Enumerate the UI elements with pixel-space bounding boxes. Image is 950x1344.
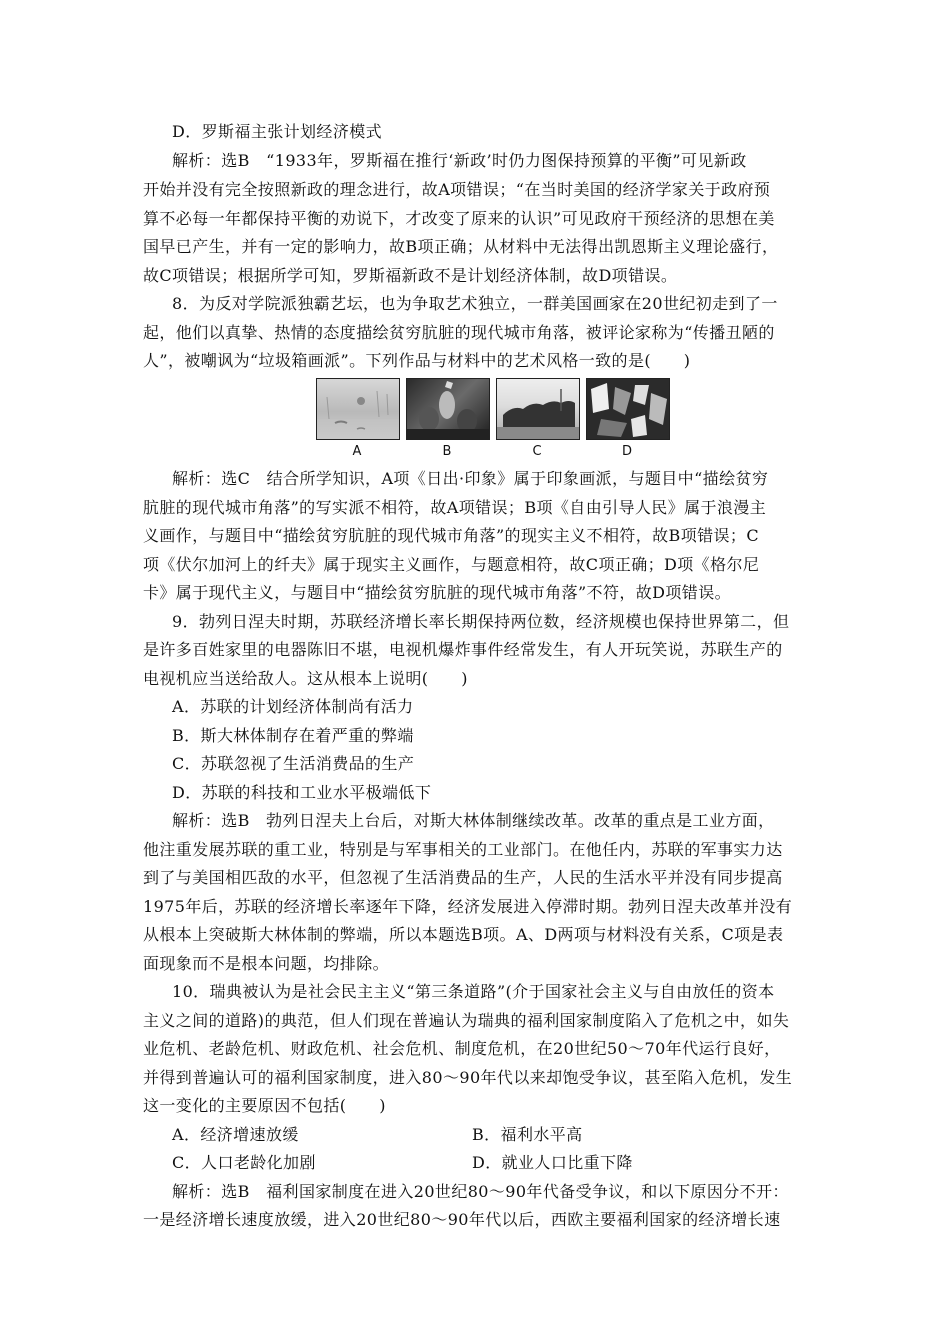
q9-analysis-line: 从根本上突破斯大林体制的弊端，所以本题选B项。A、D两项与材料没有关系，C项是表 <box>143 925 784 944</box>
q8-analysis-line: 义画作，与题目中“描绘贫穷肮脏的现代城市角落”的现实主义不相符，故B项错误；C <box>143 526 759 545</box>
q10-stem-line: 业危机、老龄危机、财政危机、社会危机、制度危机，在20世纪50～70年代运行良好， <box>143 1039 781 1058</box>
painting-c-image <box>496 378 580 440</box>
q7-option-d: D．罗斯福主张计划经济模式 <box>172 122 383 141</box>
painting-a-image <box>316 378 400 440</box>
painting-b-image <box>406 378 490 440</box>
q9-option-b: B．斯大林体制存在着严重的弊端 <box>172 726 414 745</box>
q10-option-c: C．人口老龄化加剧 <box>172 1153 316 1172</box>
q8-analysis-line: 解析：选C 结合所学知识，A项《日出·印象》属于印象画派，与题目中“描绘贫穷 <box>172 469 769 488</box>
q10-option-a: A．经济增速放缓 <box>172 1125 299 1144</box>
q10-stem-line: 这一变化的主要原因不包括( ) <box>143 1096 386 1115</box>
q8-stem-line: 起，他们以真挚、热情的态度描绘贫穷肮脏的现代城市角落，被评论家称为“传播丑陋的 <box>143 323 775 342</box>
q7-analysis-line: 算不必每一年都保持平衡的劝说下，才改变了原来的认识”可见政府干预经济的思想在美 <box>143 209 775 228</box>
q9-analysis-line: 他注重发展苏联的重工业，特别是与军事相关的工业部门。在他任内，苏联的军事实力达 <box>143 840 783 859</box>
q10-option-d: D．就业人口比重下降 <box>472 1153 633 1172</box>
q8-analysis-line: 项《伏尔加河上的纤夫》属于现实主义画作，与题意相符，故C项正确；D项《格尔尼 <box>143 555 760 574</box>
q9-stem-line: 是许多百姓家里的电器陈旧不堪，电视机爆炸事件经常发生，有人开玩笑说，苏联生产的 <box>143 640 783 659</box>
q7-analysis-line: 解析：选B “1933年，罗斯福在推行‘新政’时仍力图保持预算的平衡”可见新政 <box>172 151 747 170</box>
q10-option-b: B．福利水平高 <box>472 1125 583 1144</box>
q9-analysis-line: 解析：选B 勃列日涅夫上台后，对斯大林体制继续改革。改革的重点是工业方面， <box>172 811 775 830</box>
q7-analysis-line: 开始并没有完全按照新政的理念进行，故A项错误；“在当时美国的经济学家关于政府预 <box>143 180 771 199</box>
q8-analysis-line: 卡》属于现代主义，与题目中“描绘贫穷肮脏的现代城市角落”不符，故D项错误。 <box>143 583 731 602</box>
q9-analysis-line: 1975年后，苏联的经济增长率逐年下降，经济发展进入停滞时期。勃列日涅夫改革并没有 <box>143 897 793 916</box>
q8-analysis-line: 肮脏的现代城市角落”的写实派不相符，故A项错误；B项《自由引导人民》属于浪漫主 <box>143 498 767 517</box>
figure-label-d: D <box>621 444 632 459</box>
q8-stem-line: 人”，被嘲讽为“垃圾箱画派”。下列作品与材料中的艺术风格一致的是( ) <box>143 351 691 370</box>
q9-stem-line: 9．勃列日涅夫时期，苏联经济增长率长期保持两位数，经济规模也保持世界第二，但 <box>172 612 790 631</box>
q10-stem-line: 10．瑞典被认为是社会民主主义“第三条道路”(介于国家社会主义与自由放任的资本 <box>172 982 775 1001</box>
q9-option-a: A．苏联的计划经济体制尚有活力 <box>172 697 414 716</box>
guernica-icon <box>587 379 669 439</box>
q10-stem-line: 并得到普遍认可的福利国家制度，进入80～90年代以来却饱受争议，甚至陷入危机，发生 <box>143 1068 793 1087</box>
figure-label-a: A <box>352 444 362 459</box>
q9-option-c: C．苏联忽视了生活消费品的生产 <box>172 754 415 773</box>
liberty-leading-icon <box>407 379 489 439</box>
volga-boatmen-icon <box>497 379 579 439</box>
q10-analysis-line: 解析：选B 福利国家制度在进入20世纪80～90年代备受争议，和以下原因分不开： <box>172 1182 789 1201</box>
figure-label-c: C <box>532 444 542 459</box>
q7-analysis-line: 故C项错误；根据所学可知，罗斯福新政不是计划经济体制，故D项错误。 <box>143 266 678 285</box>
q9-analysis-line: 面现象而不是根本问题，均排除。 <box>143 954 390 973</box>
painting-d-image <box>586 378 670 440</box>
q8-stem-line: 8．为反对学院派独霸艺坛，也为争取艺术独立，一群美国画家在20世纪初走到了一 <box>172 294 778 313</box>
q10-analysis-line: 一是经济增长速度放缓，进入20世纪80～90年代以后，西欧主要福利国家的经济增长速 <box>143 1210 781 1229</box>
q9-stem-line: 电视机应当送给敌人。这从根本上说明( ) <box>143 669 468 688</box>
q10-stem-line: 主义之间的道路)的典范，但人们现在普遍认为瑞典的福利国家制度陷入了危机之中，如失 <box>143 1011 790 1030</box>
q9-option-d: D．苏联的科技和工业水平极端低下 <box>172 783 432 802</box>
impression-sunrise-icon <box>317 379 399 439</box>
q7-analysis-line: 国早已产生，并有一定的影响力，故B项正确；从材料中无法得出凯恩斯主义理论盛行， <box>143 237 779 256</box>
q9-analysis-line: 到了与美国相匹敌的水平，但忽视了生活消费品的生产，人民的生活水平并没有同步提高 <box>143 868 783 887</box>
figure-label-b: B <box>442 444 452 459</box>
painting-figures <box>316 378 676 440</box>
